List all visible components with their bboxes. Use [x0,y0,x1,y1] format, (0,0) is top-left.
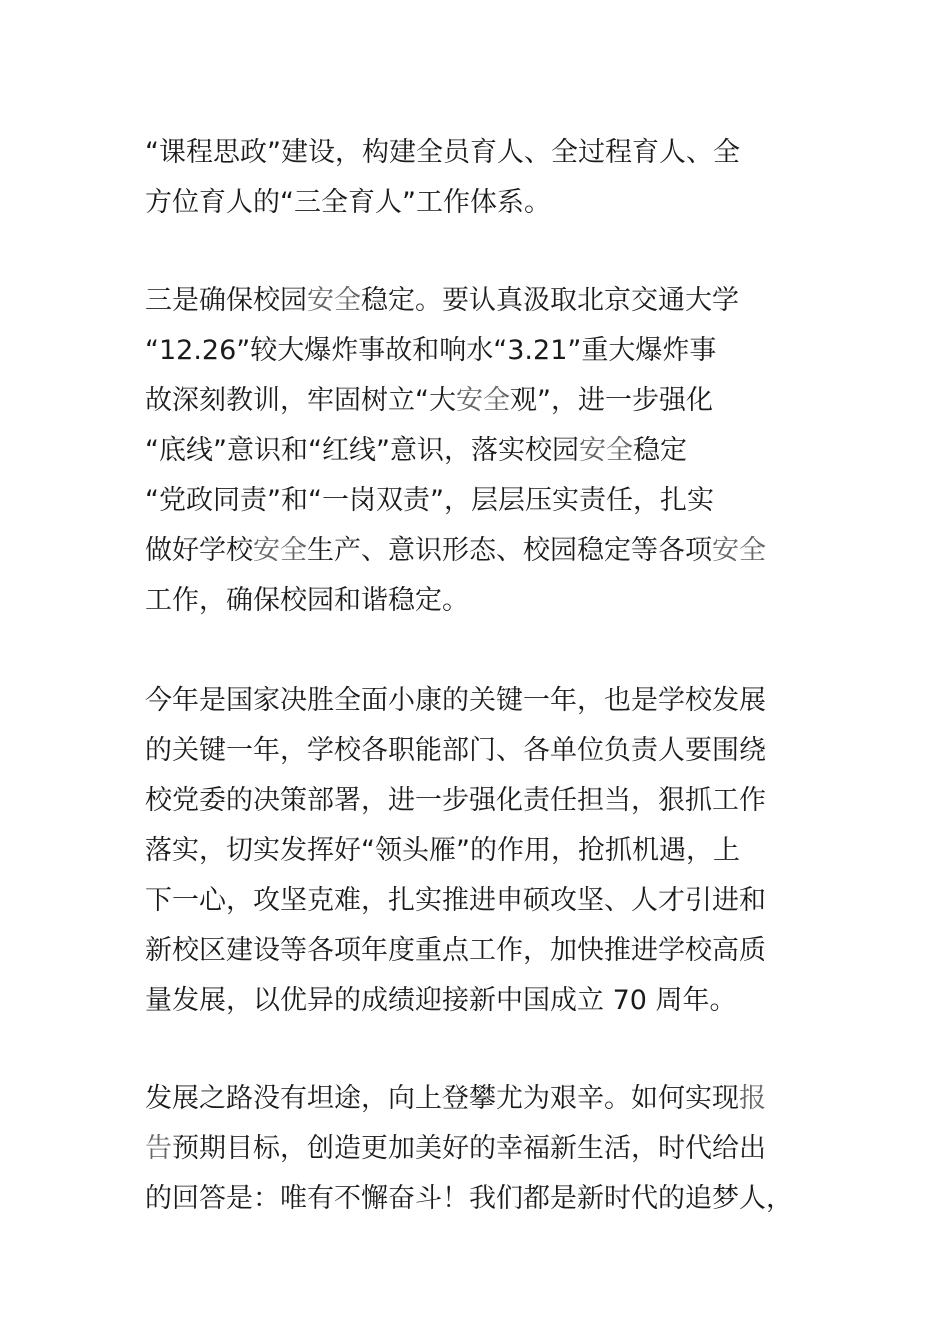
text-line [145,476,815,526]
text-segment: 新校区建设等各项年度重点工作，加快推进学校高质 [145,935,766,966]
highlighted-text: 安全 [578,435,633,466]
text-line [145,1074,815,1124]
paragraph-1 [145,128,815,228]
text-line [145,926,815,976]
text-line [145,726,815,776]
text-line [145,526,815,576]
text-line [145,776,815,826]
text-segment: 的回答是：唯有不懈奋斗！我们都是新时代的追梦人， [145,1183,793,1214]
text-segment: 工作，确保校园和谐稳定。 [145,585,469,616]
text-segment: 预期目标，创造更加美好的幸福新生活，时代给出 [172,1133,766,1164]
highlighted-text: 安全 [307,285,361,316]
highlighted-text: 安全 [456,385,510,416]
text-segment: 下一心，攻坚克难，扎实推进申硕攻坚、人才引进和 [145,885,766,916]
text-segment: “课程思政”建设，构建全员育人、全过程育人、全 [145,137,740,168]
text-line [145,976,815,1026]
text-segment: 今年是国家决胜全面小康的关键一年，也是学校发展 [145,685,766,716]
text-segment: 落实，切实发挥好“领头雁”的作用，抢抓机遇，上 [145,835,740,866]
text-segment: 观”，进一步强化 [510,385,713,416]
text-segment: 生产、意识形态、校园稳定等各项 [307,535,712,566]
highlighted-text: 安全 [253,535,307,566]
highlighted-text: 安全 [712,535,766,566]
text-segment: “底线”意识和“红线”意识，落实校园 [145,435,579,466]
paragraph-3 [145,676,815,1026]
highlighted-text: 告 [145,1133,172,1164]
text-segment: 做好学校 [145,535,253,566]
text-line [145,1124,815,1174]
text-segment: 方位育人的“三全育人”工作体系。 [145,187,551,218]
text-line [145,576,815,626]
paragraph-2 [145,276,815,626]
highlighted-text: 报 [739,1083,766,1114]
text-line [145,826,815,876]
text-line [145,276,815,326]
text-line [145,426,815,476]
text-segment: 稳定 [632,435,687,466]
text-line [145,676,815,726]
text-segment: “党政同责”和“一岗双责”，层层压实责任，扎实 [145,485,714,516]
text-segment: 稳定。要认真汲取北京交通大学 [361,285,739,316]
text-line [145,178,815,228]
text-line [145,128,815,178]
text-segment: 校党委的决策部署，进一步强化责任担当，狠抓工作 [145,785,766,816]
text-segment: “12.26”较大爆炸事故和响水“3.21”重大爆炸事 [145,335,717,366]
text-line [145,1174,815,1224]
text-line [145,876,815,926]
text-segment: 的关键一年，学校各职能部门、各单位负责人要围绕 [145,735,766,766]
text-segment: 发展之路没有坦途，向上登攀尤为艰辛。如何实现 [145,1083,739,1114]
text-line [145,376,815,426]
text-segment: 三是确保校园 [145,285,307,316]
text-segment: 量发展，以优异的成绩迎接新中国成立 70 周年。 [145,985,737,1016]
text-line [145,326,815,376]
paragraph-4 [145,1074,815,1224]
text-segment: 故深刻教训，牢固树立“大 [145,385,456,416]
